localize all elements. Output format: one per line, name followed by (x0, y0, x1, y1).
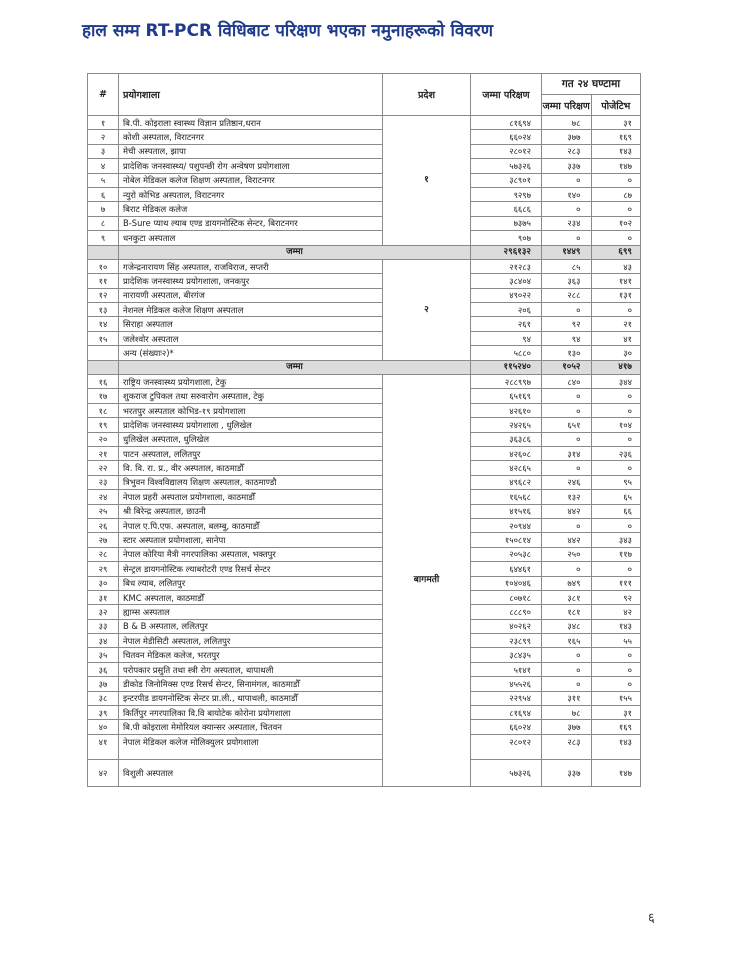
last24-tests: ३३७ (542, 759, 592, 786)
lab-name: नेपाल प्रहरी अस्पताल प्रयोगशाला, काठमाडौँ (119, 490, 383, 504)
last24-positive: १४१ (591, 274, 641, 288)
row-number: ४१ (88, 734, 119, 759)
last24-positive: ० (591, 662, 641, 676)
table-row (88, 590, 641, 604)
last24-positive: १३१ (591, 288, 641, 302)
last24-positive: ० (591, 461, 641, 475)
table-row (88, 331, 641, 345)
last24-tests: ३११ (542, 691, 592, 705)
total-tests: ४२६१० (471, 403, 542, 417)
lab-name: नेशनल मेडिकल कलेज शिक्षण अस्पताल (119, 303, 383, 317)
last24-positive: ० (591, 432, 641, 446)
lab-name: गजेन्द्रनारायण सिंह अस्पताल, राजविराज, सप्तरी (119, 259, 383, 273)
row-number: ८ (88, 216, 119, 230)
row-number: २२ (88, 461, 119, 475)
total-tests: २२९५४ (471, 691, 542, 705)
lab-name: डीकोड जिनोमिक्स एण्ड रिसर्च सेन्टर, सिनामंगल, काठमाडौँ (119, 677, 383, 691)
last24-positive: ० (591, 677, 641, 691)
table-row (88, 389, 641, 403)
last24-positive: ० (591, 173, 641, 187)
province-cell: २ (383, 259, 471, 360)
total-tests: ९४ (471, 331, 542, 345)
last24-positive: ० (591, 648, 641, 662)
last24-positive: ० (591, 231, 641, 245)
total-tests: ९०७ (471, 231, 542, 245)
table-row (88, 619, 641, 633)
row-number: १२ (88, 288, 119, 302)
last24-positive: १४७ (591, 759, 641, 786)
last24-tests: २४६ (542, 475, 592, 489)
last24-tests: १४० (542, 187, 592, 201)
subtotal-row (88, 360, 641, 374)
subtotal-row (88, 245, 641, 259)
last24-positive: ६६ (591, 504, 641, 518)
total-tests: ८०७१८ (471, 590, 542, 604)
lab-name: बिराट मेडिकल कलेज (119, 202, 383, 216)
last24-tests: ० (542, 231, 592, 245)
row-number (88, 346, 119, 360)
total-tests: २८०१२ (471, 144, 542, 158)
last24-tests: ३८१ (542, 590, 592, 604)
row-number: २ (88, 130, 119, 144)
last24-tests: ० (542, 432, 592, 446)
last24-positive: ० (591, 562, 641, 576)
table-row (88, 446, 641, 460)
lab-name: वि. वि. रा. प्र., वीर अस्पताल, काठमाडौँ (119, 461, 383, 475)
last24-tests: ७४९ (542, 576, 592, 590)
last24-tests: ७८ (542, 706, 592, 720)
last24-tests: ० (542, 202, 592, 216)
row-number: १५ (88, 331, 119, 345)
last24-tests: ० (542, 677, 592, 691)
table-row (88, 187, 641, 201)
table-row (88, 375, 641, 389)
lab-name: श्री बिरेन्द्र अस्पताल, छाउनी (119, 504, 383, 518)
lab-name: बि.पी. कोइराला स्वास्थ्य विज्ञान प्रतिष्ठान,धरान (119, 116, 383, 130)
last24-tests: २८३ (542, 144, 592, 158)
last24-tests: २८८ (542, 288, 592, 302)
table-row (88, 720, 641, 734)
table-row (88, 576, 641, 590)
last24-tests: ३६३ (542, 274, 592, 288)
last24-positive: ९५ (591, 475, 641, 489)
row-number: ६ (88, 187, 119, 201)
table-row (88, 116, 641, 130)
last24-positive: १६९ (591, 720, 641, 734)
row-number: ३९ (88, 706, 119, 720)
row-number: ५ (88, 173, 119, 187)
lab-name: मेची अस्पताल, झापा (119, 144, 383, 158)
total-tests: ६६०२४ (471, 720, 542, 734)
row-number: १८ (88, 403, 119, 417)
table-row (88, 533, 641, 547)
table-row (88, 759, 641, 786)
row-number: ४ (88, 159, 119, 173)
lab-name: पाटन अस्पताल, ललितपुर (119, 446, 383, 460)
row-number: १३ (88, 303, 119, 317)
total-tests: ९२९७ (471, 187, 542, 201)
subtotal-spacer (88, 245, 119, 259)
table-row (88, 734, 641, 759)
lab-name: जलेश्वोर अस्पताल (119, 331, 383, 345)
last24-positive: १५५ (591, 691, 641, 705)
row-number: २४ (88, 490, 119, 504)
table-row (88, 662, 641, 676)
lab-name: चितवन मेडिकल कलेज, भरतपुर (119, 648, 383, 662)
row-number: १० (88, 259, 119, 273)
row-number: ७ (88, 202, 119, 216)
last24-positive: ३० (591, 346, 641, 360)
table-row (88, 173, 641, 187)
total-tests: २१२८३ (471, 259, 542, 273)
total-tests: २४२६५ (471, 418, 542, 432)
last24-positive: ११७ (591, 547, 641, 561)
last24-positive: १०४ (591, 418, 641, 432)
last24-tests: १६५ (542, 634, 592, 648)
row-number: ३६ (88, 662, 119, 676)
last24-positive: १४७ (591, 159, 641, 173)
table-row (88, 159, 641, 173)
lab-name: नेपाल मेडिकल कलेज मोलिक्युलर प्रयोगशाला (119, 734, 383, 759)
lab-name: शुकराज टुपिकल तथा सरुवारोग अस्पताल, टेकु (119, 389, 383, 403)
last24-tests: ० (542, 662, 592, 676)
last24-positive: १४३ (591, 144, 641, 158)
row-number: ४२ (88, 759, 119, 786)
total-tests: ६४४६१ (471, 562, 542, 576)
last24-positive: ९२ (591, 590, 641, 604)
col-last24-header: गत २४ घण्टामा (542, 74, 641, 95)
last24-positive: ५५ (591, 634, 641, 648)
total-tests: २०६ (471, 303, 542, 317)
total-tests: ६६८६ (471, 202, 542, 216)
last24-positive: ३४४ (591, 375, 641, 389)
total-tests: ४०२६२ (471, 619, 542, 633)
row-number: २५ (88, 504, 119, 518)
row-number: १६ (88, 375, 119, 389)
lab-name: त्रिभुवन विश्वविद्यालय शिक्षण अस्पताल, काठमाण्डौ (119, 475, 383, 489)
table-row (88, 691, 641, 705)
total-tests: ४२८६५ (471, 461, 542, 475)
last24-tests: १३२ (542, 490, 592, 504)
subtotal-spacer (88, 360, 119, 374)
lab-name: अन्य (संख्याः२)* (119, 346, 383, 360)
last24-positive: १४३ (591, 734, 641, 759)
last24-tests: ० (542, 648, 592, 662)
total-tests: १०४०४६ (471, 576, 542, 590)
last24-tests: ३१४ (542, 446, 592, 460)
table-row (88, 504, 641, 518)
total-tests: २६१ (471, 317, 542, 331)
lab-name: बि.पी कोइराला मेमोरियल क्यान्सर अस्पताल, चितवन (119, 720, 383, 734)
total-tests: ५१४१ (471, 662, 542, 676)
table-row (88, 288, 641, 302)
lab-name: इन्टरपीड डायगनोस्टिक सेन्टर प्रा.ली., थापाथली, काठमाडौँ (119, 691, 383, 705)
table-row (88, 490, 641, 504)
total-tests: ७३७५ (471, 216, 542, 230)
last24-tests: ३४८ (542, 619, 592, 633)
lab-name: प्रादेशिक जनस्वास्थ्य/ पशुपन्छी रोग अन्वेषण प्रयोगशाला (119, 159, 383, 173)
lab-name: KMC अस्पताल, काठमाडौँ (119, 590, 383, 604)
row-number: ३५ (88, 648, 119, 662)
lab-name: प्रादेशिक जनस्वास्थ्य प्रयोगशाला, जनकपुर (119, 274, 383, 288)
table-row (88, 547, 641, 561)
lab-name: नारायणी अस्पताल, बीरगंज (119, 288, 383, 302)
last24-positive: १०२ (591, 216, 641, 230)
row-number: ३७ (88, 677, 119, 691)
lab-name: प्रादेशिक जनस्वास्थ्य प्रयोगशाला , धुलिखेल (119, 418, 383, 432)
total-tests: १५०८१४ (471, 533, 542, 547)
total-tests: ४९६८२ (471, 475, 542, 489)
last24-positive: २३६ (591, 446, 641, 460)
table-row (88, 648, 641, 662)
table-row (88, 259, 641, 273)
last24-tests: ३७७ (542, 720, 592, 734)
subtotal-positive: ६९९ (591, 245, 641, 259)
total-tests: ३८९०१ (471, 173, 542, 187)
row-number: १ (88, 116, 119, 130)
last24-tests: ० (542, 303, 592, 317)
table-row (88, 562, 641, 576)
last24-tests: ८४० (542, 375, 592, 389)
total-tests: ५७३२६ (471, 759, 542, 786)
last24-tests: ० (542, 389, 592, 403)
table-row (88, 677, 641, 691)
lab-name: धनकुटा अस्पताल (119, 231, 383, 245)
total-tests: १६५६८ (471, 490, 542, 504)
row-number: ३३ (88, 619, 119, 633)
subtotal-total: ११५२४० (471, 360, 542, 374)
table-row (88, 706, 641, 720)
row-number: ३८ (88, 691, 119, 705)
total-tests: ८१६९४ (471, 706, 542, 720)
total-tests: ४९०२२ (471, 288, 542, 302)
row-number: ३१ (88, 590, 119, 604)
last24-positive: ० (591, 389, 641, 403)
lab-name: नेपाल मेडीसिटी अस्पताल, ललितपुर (119, 634, 383, 648)
table-row (88, 317, 641, 331)
last24-tests: १८१ (542, 605, 592, 619)
last24-positive: ८७ (591, 187, 641, 201)
last24-positive: ४२ (591, 605, 641, 619)
row-number: ९ (88, 231, 119, 245)
table-row (88, 475, 641, 489)
col-total-header: जम्मा परिक्षण (471, 74, 542, 116)
total-tests: ४५५२६ (471, 677, 542, 691)
subtotal-last24: १०५२ (542, 360, 592, 374)
lab-name: स्टार अस्पताल प्रयोगशाला, सानेपा (119, 533, 383, 547)
last24-tests: ३३७ (542, 159, 592, 173)
last24-tests: १३० (542, 346, 592, 360)
col-number-header: # (88, 74, 119, 116)
total-tests: २०५३८ (471, 547, 542, 561)
table-row (88, 461, 641, 475)
table-row (88, 130, 641, 144)
row-number: ४० (88, 720, 119, 734)
lab-name: ह्याम्स अस्पताल (119, 605, 383, 619)
last24-tests: ८५ (542, 259, 592, 273)
lab-name: धुलिखेल अस्पताल, धुलिखेल (119, 432, 383, 446)
lab-name: किर्तिपुर नगरपालिका वि.वि बायोटेक कोरोना प्रयोगशाला (119, 706, 383, 720)
last24-positive: ६५ (591, 490, 641, 504)
total-tests: ३८४३५ (471, 648, 542, 662)
subtotal-last24: १४४९ (542, 245, 592, 259)
subtotal-label: जम्मा (119, 360, 471, 374)
last24-tests: २३४ (542, 216, 592, 230)
table-row (88, 202, 641, 216)
lab-name: बिध ल्याब, ललितपुर (119, 576, 383, 590)
lab-name: नोबेल मेडिकल कलेज शिक्षण अस्पताल, विराटनगर (119, 173, 383, 187)
last24-tests: २५० (542, 547, 592, 561)
last24-tests: ९२ (542, 317, 592, 331)
table-row (88, 144, 641, 158)
last24-positive: १४३ (591, 619, 641, 633)
total-tests: ३८४०४ (471, 274, 542, 288)
row-number: २३ (88, 475, 119, 489)
total-tests: २८०१२ (471, 734, 542, 759)
lab-name: न्युरो कोभिड अस्पताल, विराटनगर (119, 187, 383, 201)
table-row (88, 518, 641, 532)
table-row (88, 418, 641, 432)
row-number: २० (88, 432, 119, 446)
last24-tests: ३७७ (542, 130, 592, 144)
lab-name: परोपकार प्रसुति तथा स्त्री रोग अस्पताल, थापाथली (119, 662, 383, 676)
last24-positive: १६९ (591, 130, 641, 144)
table-row (88, 346, 641, 360)
last24-tests: ६५१ (542, 418, 592, 432)
total-tests: ४२६०८ (471, 446, 542, 460)
table-row (88, 432, 641, 446)
row-number: २७ (88, 533, 119, 547)
last24-tests: ९४ (542, 331, 592, 345)
last24-tests: ४४२ (542, 533, 592, 547)
total-tests: ८१६९४ (471, 116, 542, 130)
last24-positive: ४१ (591, 331, 641, 345)
last24-positive: ० (591, 202, 641, 216)
row-number: १४ (88, 317, 119, 331)
table-row (88, 403, 641, 417)
page-number: ६ (648, 911, 655, 926)
last24-tests: २८३ (542, 734, 592, 759)
last24-positive: ४३ (591, 259, 641, 273)
last24-positive: १११ (591, 576, 641, 590)
last24-positive: ३१ (591, 116, 641, 130)
province-cell: बागमती (383, 375, 471, 787)
lab-name: B-Sure प्याथ ल्याब एण्ड डायगनोस्टिक सेन्टर, बिराटनगर (119, 216, 383, 230)
last24-positive: ० (591, 403, 641, 417)
last24-positive: ० (591, 518, 641, 532)
row-number: १९ (88, 418, 119, 432)
col-last24-total-header: जम्मा परिक्षण (542, 95, 592, 116)
table-row (88, 303, 641, 317)
total-tests: ४१५१६ (471, 504, 542, 518)
lab-name: कोशी अस्पताल, विराटनगर (119, 130, 383, 144)
lab-name: नेपाल ए.पि.एफ. अस्पताल, बलम्बु, काठमाडौँ (119, 518, 383, 532)
total-tests: २०९४४ (471, 518, 542, 532)
lab-testing-table (87, 73, 641, 787)
lab-name: B & B अस्पताल, ललितपुर (119, 619, 383, 633)
row-number: २१ (88, 446, 119, 460)
last24-tests: ७८ (542, 116, 592, 130)
row-number: ११ (88, 274, 119, 288)
last24-tests: ० (542, 461, 592, 475)
last24-positive: ३४३ (591, 533, 641, 547)
total-tests: ३६३८६ (471, 432, 542, 446)
table-row (88, 605, 641, 619)
total-tests: ६६०२४ (471, 130, 542, 144)
col-positive-header: पोजेटिभ (591, 95, 641, 116)
table-body (88, 116, 641, 787)
row-number: ३० (88, 576, 119, 590)
row-number: ३ (88, 144, 119, 158)
total-tests: ६५१६९ (471, 389, 542, 403)
page-title: हाल सम्म RT-PCR विधिबाट परिक्षण भएका नमुनाहरूको विवरण (82, 21, 494, 41)
table-row (88, 634, 641, 648)
total-tests: ८८८९० (471, 605, 542, 619)
row-number: २६ (88, 518, 119, 532)
total-tests: ५७३२६ (471, 159, 542, 173)
lab-name: नेपाल कोरिया मैत्री नगरपालिका अस्पताल, भक्तपुर (119, 547, 383, 561)
last24-positive: ० (591, 303, 641, 317)
table-row (88, 216, 641, 230)
table-row (88, 274, 641, 288)
lab-name: सिराहा अस्पताल (119, 317, 383, 331)
last24-tests: ० (542, 518, 592, 532)
lab-name: भरतपुर अस्पताल कोभिड-१९ प्रयोगशाला (119, 403, 383, 417)
lab-name: सेन्ट्रल डायगनोस्टिक ल्याबरोटरी एण्ड रिसर्च सेन्टर (119, 562, 383, 576)
last24-positive: ३१ (591, 706, 641, 720)
subtotal-label: जम्मा (119, 245, 471, 259)
last24-tests: ० (542, 562, 592, 576)
last24-positive: २१ (591, 317, 641, 331)
last24-tests: ० (542, 403, 592, 417)
province-cell: १ (383, 116, 471, 246)
total-tests: २३८९९ (471, 634, 542, 648)
row-number: ३४ (88, 634, 119, 648)
last24-tests: ४४२ (542, 504, 592, 518)
row-number: २८ (88, 547, 119, 561)
row-number: ३२ (88, 605, 119, 619)
total-tests: २८८९९७ (471, 375, 542, 389)
row-number: २९ (88, 562, 119, 576)
lab-name: राष्ट्रिय जनस्वास्थ्य प्रयोगशाला, टेकु (119, 375, 383, 389)
lab-name: विशुली अस्पताल (119, 759, 383, 786)
subtotal-total: २९६१३२ (471, 245, 542, 259)
table-row (88, 231, 641, 245)
col-lab-header: प्रयोगशाला (119, 74, 383, 116)
subtotal-positive: ४१७ (591, 360, 641, 374)
total-tests: ५८८० (471, 346, 542, 360)
last24-tests: ० (542, 173, 592, 187)
row-number: १७ (88, 389, 119, 403)
col-province-header: प्रदेश (383, 74, 471, 116)
